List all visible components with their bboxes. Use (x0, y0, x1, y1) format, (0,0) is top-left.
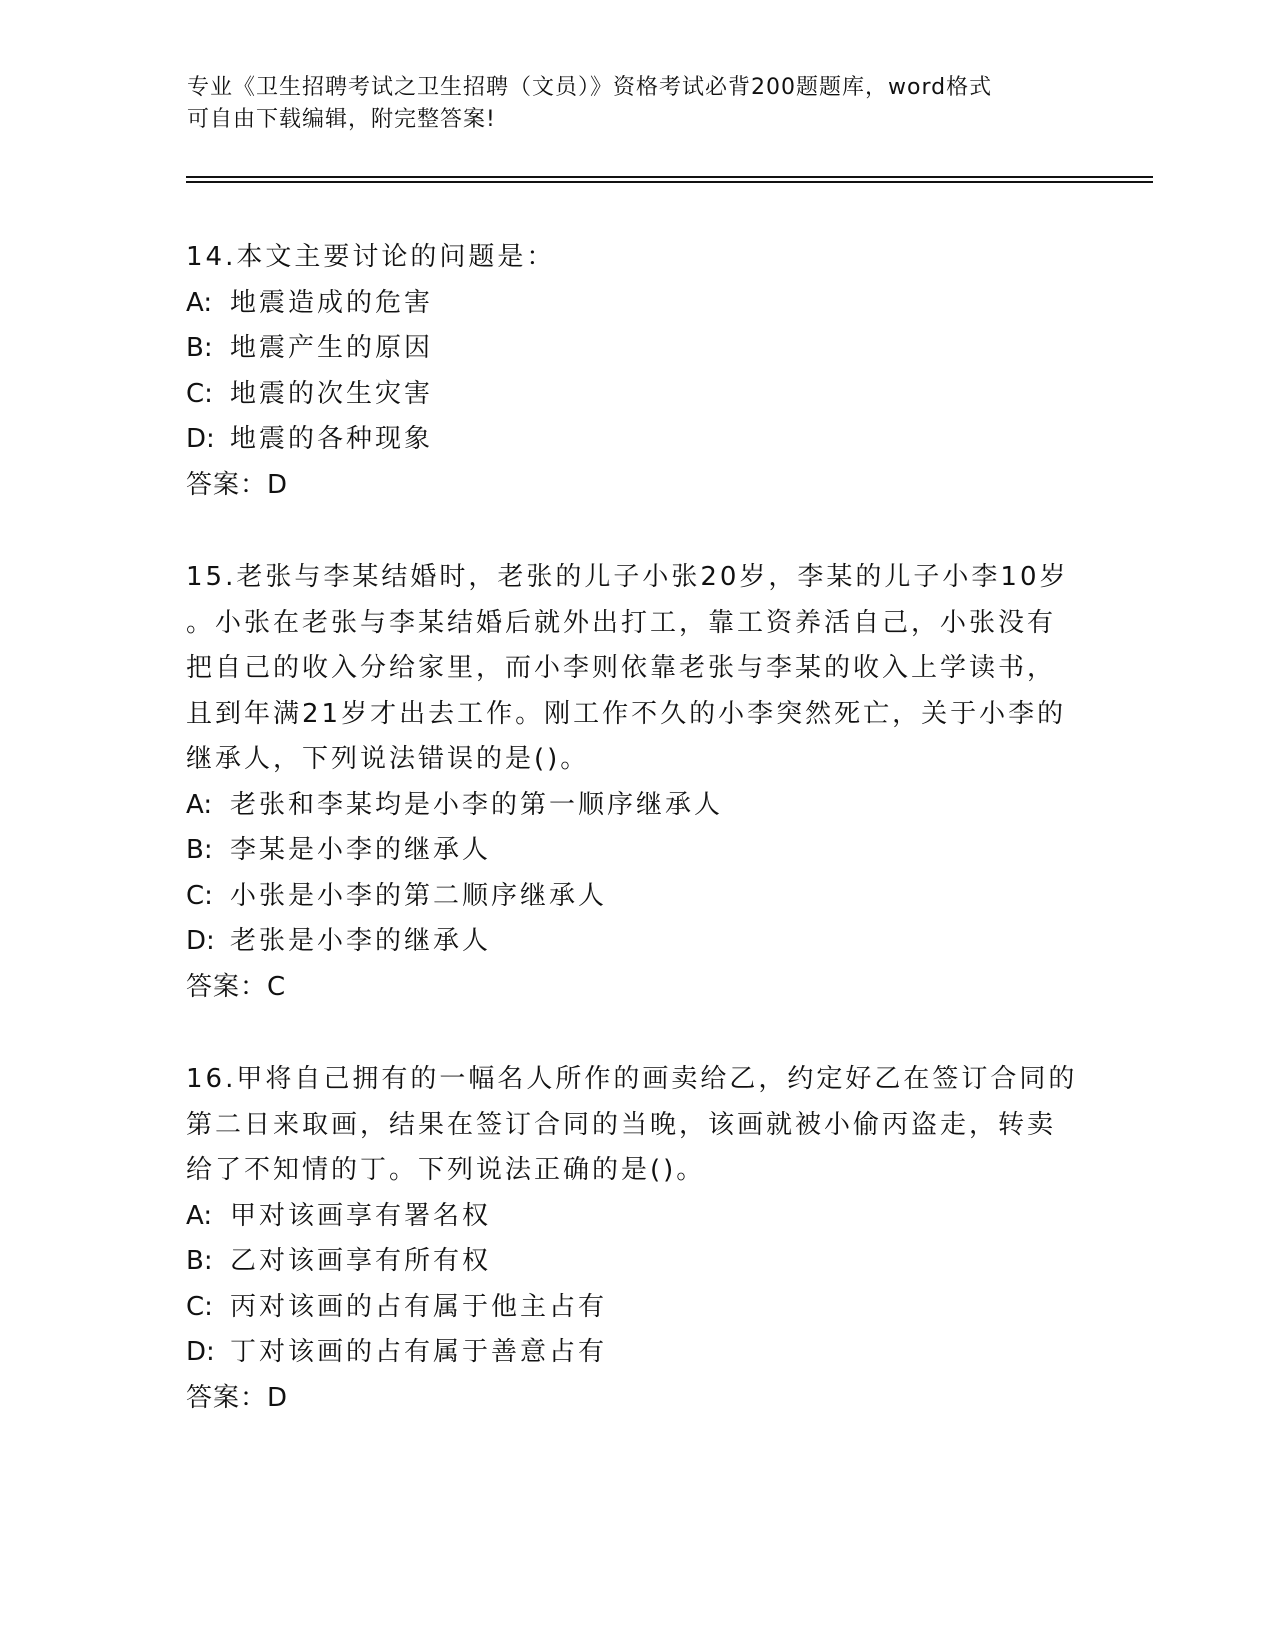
answer-label: 答案：D (186, 469, 289, 500)
option-b (186, 828, 1086, 874)
option-letter: A: (186, 789, 213, 820)
option-letter: A: (186, 287, 213, 318)
option-text: 老张和李某均是小李的第一顺序继承人 (230, 789, 724, 820)
option-text: 丁对该画的占有属于善意占有 (230, 1337, 608, 1367)
option-text: 甲对该画享有署名权 (230, 1200, 492, 1231)
question-14 (186, 235, 1086, 508)
option-d (186, 919, 1086, 965)
question-stem-line: 继承人，下列说法错误的是()。 (186, 744, 590, 774)
option-text: 李某是小李的继承人 (230, 835, 492, 865)
question-stem-line: 给了不知情的丁。下列说法正确的是()。 (186, 1155, 706, 1185)
option-text: 乙对该画享有所有权 (230, 1246, 492, 1276)
answer-label: 答案：D (186, 1382, 289, 1413)
option-letter: B: (186, 835, 213, 865)
option-text: 地震产生的原因 (230, 333, 434, 363)
option-letter: D: (186, 926, 215, 956)
answer-label: 答案：C (186, 971, 287, 1002)
question-stem-line: 第二日来取画，结果在签订合同的当晚，该画就被小偷丙盗走，转卖 (186, 1109, 1057, 1140)
option-d (186, 417, 1086, 463)
header-divider-top (186, 176, 1153, 178)
question-stem-line: 。小张在老张与李某结婚后就外出打工，靠工资养活自己，小张没有 (186, 607, 1057, 638)
option-c (186, 874, 1086, 920)
option-letter: D: (186, 1337, 215, 1367)
option-text: 地震造成的危害 (230, 287, 434, 318)
option-letter: D: (186, 424, 215, 454)
question-16 (186, 1057, 1086, 1421)
question-stem-line: 把自己的收入分给家里，而小李则依靠老张与李某的收入上学读书， (186, 653, 1057, 683)
option-letter: A: (186, 1200, 213, 1231)
header-line-2: 可自由下载编辑，附完整答案! (187, 107, 496, 132)
option-a (186, 1194, 1086, 1240)
option-letter: B: (186, 333, 213, 363)
option-letter: C: (186, 1291, 213, 1322)
option-letter: C: (186, 378, 213, 409)
option-letter: C: (186, 880, 213, 911)
option-text: 小张是小李的第二顺序继承人 (230, 880, 608, 911)
question-stem-line: 16.甲将自己拥有的一幅名人所作的画卖给乙，约定好乙在签订合同的 (186, 1064, 1078, 1094)
question-stem-line: 且到年满21岁才出去工作。刚工作不久的小李突然死亡，关于小李的 (186, 698, 1067, 729)
option-text: 老张是小李的继承人 (230, 926, 492, 956)
header-line-1: 专业《卫生招聘考试之卫生招聘（文员）》资格考试必背200题题库，word格式 (187, 75, 993, 100)
option-b (186, 1239, 1086, 1285)
option-b (186, 326, 1086, 372)
option-letter: B: (186, 1246, 213, 1276)
option-a (186, 281, 1086, 327)
option-a (186, 783, 1086, 829)
document-header (187, 72, 1087, 136)
option-text: 地震的次生灾害 (230, 378, 434, 409)
header-divider-bottom (186, 181, 1153, 183)
option-text: 丙对该画的占有属于他主占有 (230, 1291, 608, 1322)
question-stem-line: 14.本文主要讨论的问题是： (186, 242, 556, 272)
option-c (186, 372, 1086, 418)
question-15 (186, 555, 1086, 1010)
option-text: 地震的各种现象 (230, 424, 434, 454)
question-stem-line: 15.老张与李某结婚时，老张的儿子小张20岁，李某的儿子小李10岁 (186, 562, 1069, 592)
option-d (186, 1330, 1086, 1376)
option-c (186, 1285, 1086, 1331)
